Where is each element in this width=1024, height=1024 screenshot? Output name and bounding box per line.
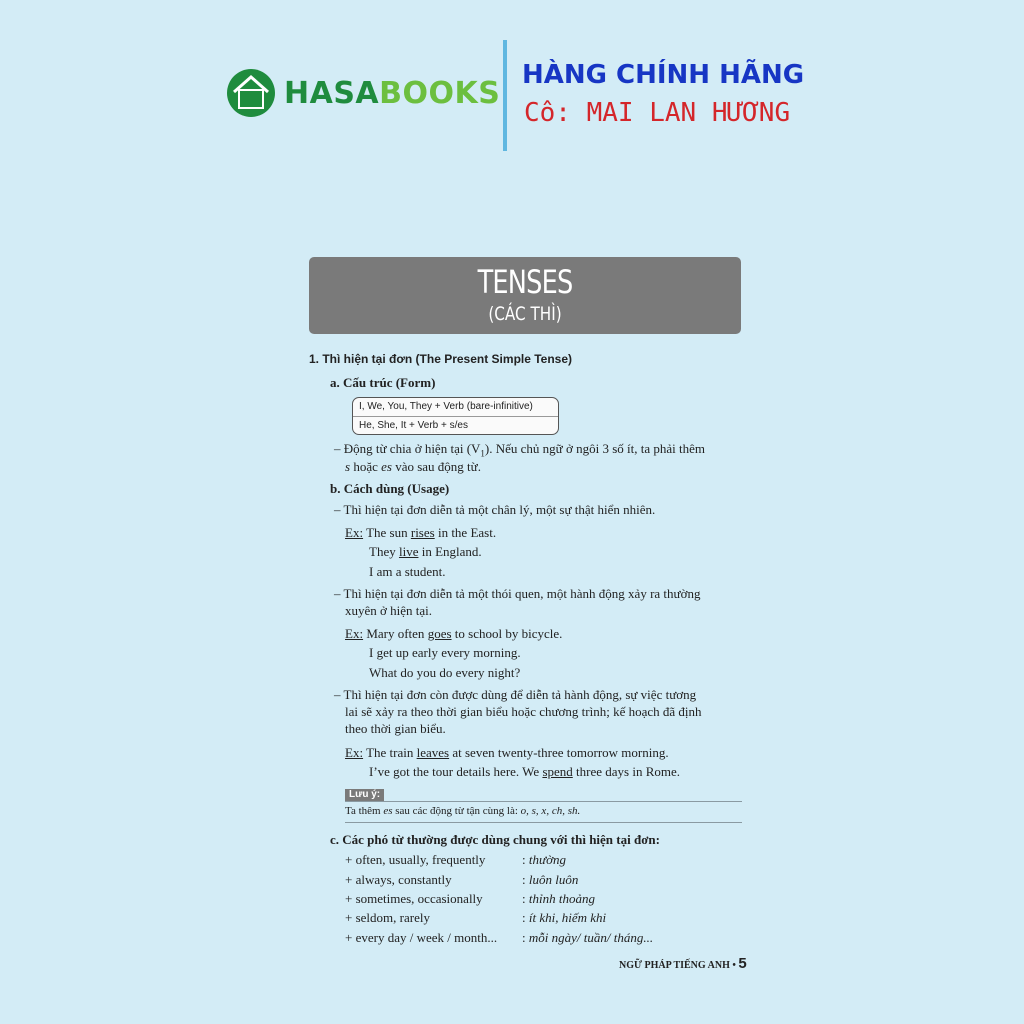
adverb-en: + seldom, rarely xyxy=(345,910,430,925)
example-2-2: I get up early every morning. xyxy=(369,645,521,660)
form-note-line1: – Động từ chia ở hiện tại $(V_1)$. Nếu chủ ngữ ở ngôi 3 số ít, ta phải thêm xyxy=(334,441,706,459)
note-rule-top xyxy=(345,801,742,802)
section-heading: 1. Thì hiện tại đơn (The Present Simple Tense) xyxy=(309,352,573,366)
adverb-en: + often, usually, frequently xyxy=(345,852,486,867)
subheading-adverbs: c. Các phó từ thường được dùng chung với thì hiện tại đơn: xyxy=(330,832,660,847)
authentic-label: HÀNG CHÍNH HÃNG xyxy=(522,60,805,90)
example-3-1: Ex: The train leaves at seven twenty-three tomorrow morning. xyxy=(345,745,669,760)
adverb-vi: : mỗi ngày/ tuần/ tháng... xyxy=(522,930,654,945)
subheading-usage: b. Cách dùng (Usage) xyxy=(330,481,450,496)
usage-3-line3: theo thời gian biểu. xyxy=(345,721,446,736)
brand-logo xyxy=(226,68,500,118)
adverb-en: + every day / week / month... xyxy=(345,930,498,945)
header-divider xyxy=(503,40,507,151)
chapter-title: TENSES xyxy=(477,263,573,301)
subheading-form: a. Cấu trúc (Form) xyxy=(330,375,436,390)
example-2-3: What do you do every night? xyxy=(369,665,521,680)
house-logo-icon xyxy=(226,68,276,118)
adverb-vi: : luôn luôn xyxy=(522,872,579,887)
adverb-vi: : ít khi, hiếm khi xyxy=(522,910,607,925)
example-1-2: They live in England. xyxy=(369,544,482,559)
adverb-en: + sometimes, occasionally xyxy=(345,891,483,906)
teacher-name: Cô: MAI LAN HƯƠNG xyxy=(524,98,791,128)
chapter-subtitle: (CÁC THÌ) xyxy=(488,303,562,325)
form-note-line2: s hoặc es vào sau động từ. xyxy=(345,459,481,474)
example-2-1: Ex: Mary often goes to school by bicycle. xyxy=(345,626,563,641)
chapter-banner xyxy=(309,257,741,334)
example-3-2: I’ve got the tour details here. We spend three days in Rome. xyxy=(369,764,681,779)
form-box xyxy=(352,397,559,435)
usage-3-line2: lai sẽ xảy ra theo thời gian biểu hoặc chương trình; kế hoạch đã định xyxy=(345,704,702,719)
page-number: 5 xyxy=(738,955,747,972)
form-line-singular: He, She, It + Verb + s/es xyxy=(359,420,468,431)
example-1-1: Ex: The sun rises in the East. xyxy=(345,525,497,540)
usage-2-line2: xuyên ở hiện tại. xyxy=(345,603,433,618)
page-footer: NGỮ PHÁP TIẾNG ANH • 5 xyxy=(619,955,747,972)
usage-1: – Thì hiện tại đơn diễn tả một chân lý, một sự thật hiển nhiên. xyxy=(334,502,656,517)
adverb-vi: : thường xyxy=(522,852,567,867)
usage-3-line1: – Thì hiện tại đơn còn được dùng để diễn tả hành động, sự việc tương xyxy=(334,687,697,702)
example-1-3: I am a student. xyxy=(369,564,446,579)
note-label: Lưu ý: xyxy=(345,789,384,801)
note-rule-bottom xyxy=(345,822,742,823)
form-line-plural: I, We, You, They + Verb (bare-infinitive) xyxy=(353,398,558,417)
adverb-vi: : thỉnh thoảng xyxy=(522,891,595,906)
usage-2-line1: – Thì hiện tại đơn diễn tả một thói quen, một hành động xảy ra thường xyxy=(334,586,701,601)
brand-name: HASABOOKS xyxy=(284,75,501,111)
adverb-en: + always, constantly xyxy=(345,872,452,887)
note-text: Ta thêm es sau các động từ tận cùng là: o, s, x, ch, sh. xyxy=(345,805,581,817)
